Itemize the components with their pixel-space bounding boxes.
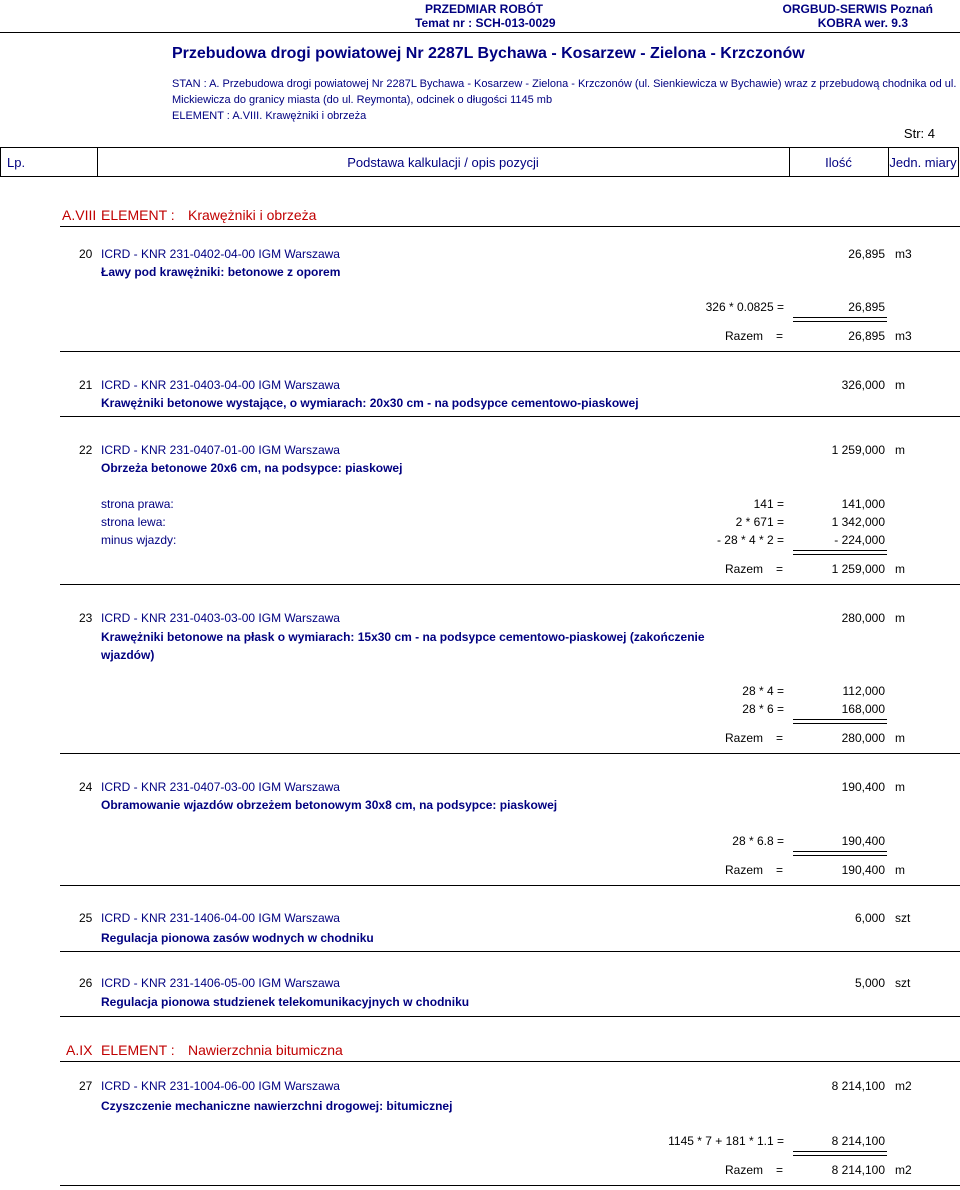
calc-expr: 28 * 6.8 = (732, 834, 784, 848)
item-unit: m (895, 780, 905, 794)
col-unit: Jedn. miary (889, 155, 957, 170)
calc-value: 168,000 (841, 702, 885, 716)
total-value: 190,400 (841, 863, 885, 877)
item-qty: 8 214,100 (831, 1079, 885, 1093)
total-value: 26,895 (848, 329, 885, 343)
total-value: 280,000 (841, 731, 885, 745)
project-title: Przebudowa drogi powiatowej Nr 2287L Bychawa - Kosarzew - Zielona - Krzczonów (172, 45, 805, 62)
doc-type: PRZEDMIAR ROBÓT (425, 2, 543, 16)
calc-expr: 28 * 6 = (742, 702, 784, 716)
calc-value: 141,000 (841, 497, 885, 511)
item-lp: 25 (79, 911, 93, 925)
item-unit: m (895, 611, 905, 625)
col-basis: Podstawa kalkulacji / opis pozycji (347, 155, 539, 170)
calc-expr: 141 = (753, 497, 784, 511)
item-qty: 280,000 (841, 611, 885, 625)
item-qty: 1 259,000 (831, 443, 885, 457)
item-unit: m2 (895, 1079, 912, 1093)
item-qty: 190,400 (841, 780, 885, 794)
item-basis: ICRD - KNR 231-1406-04-00 IGM Warszawa (101, 911, 340, 925)
section-code: A.VIII (62, 207, 97, 223)
razem-label: Razem (725, 731, 764, 745)
item-lp: 24 (79, 780, 93, 794)
section-name: Nawierzchnia bitumiczna (188, 1042, 343, 1058)
calc-label: minus wjazdy: (101, 533, 177, 547)
item-unit: m3 (895, 247, 912, 261)
calc-value: 26,895 (848, 300, 885, 314)
item-lp: 27 (79, 1079, 93, 1093)
calc-value: 8 214,100 (831, 1134, 885, 1148)
topic-number: Temat nr : SCH-013-0029 (415, 16, 556, 30)
razem-eq: = (776, 329, 784, 343)
item-desc: Krawężniki betonowe na płask o wymiarach: 15x30 cm - na podsypce cementowo-piaskowej (zakończenie (101, 630, 705, 644)
item-basis: ICRD - KNR 231-1004-06-00 IGM Warszawa (101, 1079, 340, 1093)
razem-eq: = (776, 1163, 784, 1177)
item-qty: 6,000 (854, 911, 885, 925)
total-value: 1 259,000 (831, 562, 885, 576)
item-lp: 20 (79, 247, 93, 261)
section-label: ELEMENT : (101, 207, 175, 223)
company-name: ORGBUD-SERWIS Poznań (782, 2, 933, 16)
item-lp: 26 (79, 976, 93, 990)
total-unit: m (895, 863, 905, 877)
item-basis: ICRD - KNR 231-0407-01-00 IGM Warszawa (101, 443, 340, 457)
item-unit: m (895, 443, 905, 457)
stan-line-2: Mickiewicza do granicy miasta (do ul. Reymonta), odcinek o długości 1145 mb (172, 94, 553, 106)
section-name: Krawężniki i obrzeża (188, 207, 317, 223)
total-value: 8 214,100 (831, 1163, 885, 1177)
item-desc: wjazdów) (101, 648, 155, 662)
item-desc: Obramowanie wjazdów obrzeżem betonowym 30x8 cm, na podsypce: piaskowej (101, 798, 558, 812)
total-unit: m2 (895, 1163, 912, 1177)
item-unit: szt (895, 976, 911, 990)
calc-expr: 1145 * 7 + 181 * 1.1 = (668, 1134, 784, 1148)
calc-label: strona prawa: (101, 497, 174, 511)
total-unit: m (895, 562, 905, 576)
total-unit: m3 (895, 329, 912, 343)
item-qty: 326,000 (841, 378, 885, 392)
col-lp: Lp. (7, 155, 26, 170)
item-desc: Obrzeża betonowe 20x6 cm, na podsypce: piaskowej (101, 461, 403, 475)
item-lp: 21 (79, 378, 93, 392)
razem-label: Razem (725, 1163, 764, 1177)
item-basis: ICRD - KNR 231-0403-04-00 IGM Warszawa (101, 378, 340, 392)
item-unit: szt (895, 911, 911, 925)
item-lp: 22 (79, 443, 93, 457)
calc-value: 190,400 (841, 834, 885, 848)
software-version: KOBRA wer. 9.3 (817, 16, 908, 30)
razem-label: Razem (725, 562, 764, 576)
item-basis: ICRD - KNR 231-0407-03-00 IGM Warszawa (101, 780, 340, 794)
razem-eq: = (776, 731, 784, 745)
calc-label: strona lewa: (101, 515, 166, 529)
item-lp: 23 (79, 611, 93, 625)
item-desc: Ławy pod krawężniki: betonowe z oporem (101, 265, 341, 279)
razem-eq: = (776, 863, 784, 877)
col-qty: Ilość (825, 155, 852, 170)
calc-value: 1 342,000 (831, 515, 885, 529)
razem-label: Razem (725, 863, 764, 877)
item-basis: ICRD - KNR 231-0402-04-00 IGM Warszawa (101, 247, 340, 261)
item-qty: 5,000 (854, 976, 885, 990)
total-unit: m (895, 731, 905, 745)
item-qty: 26,895 (848, 247, 885, 261)
razem-label: Razem (725, 329, 764, 343)
page-number: Str: 4 (903, 126, 935, 141)
element-line: ELEMENT : A.VIII. Krawężniki i obrzeża (172, 110, 367, 122)
calc-expr: 2 * 671 = (735, 515, 784, 529)
item-desc: Regulacja pionowa zasów wodnych w chodniku (101, 931, 374, 945)
item-desc: Krawężniki betonowe wystające, o wymiarach: 20x30 cm - na podsypce cementowo-piaskowej (101, 396, 639, 410)
section-code: A.IX (66, 1042, 93, 1058)
stan-line-1: STAN : A. Przebudowa drogi powiatowej Nr 2287L Bychawa - Kosarzew - Zielona - Krzczonów (ul. Sienkiewicza w Bychawie) wraz z przebudową chodnika od ul. (172, 78, 957, 90)
razem-eq: = (776, 562, 784, 576)
calc-value: 112,000 (842, 684, 885, 698)
item-desc: Czyszczenie mechaniczne nawierzchni drogowej: bitumicznej (101, 1099, 453, 1113)
item-desc: Regulacja pionowa studzienek telekomunikacyjnych w chodniku (101, 995, 470, 1009)
column-header (0, 147, 959, 177)
item-basis: ICRD - KNR 231-1406-05-00 IGM Warszawa (101, 976, 340, 990)
calc-value: - 224,000 (834, 533, 885, 547)
calc-expr: 28 * 4 = (742, 684, 784, 698)
item-basis: ICRD - KNR 231-0403-03-00 IGM Warszawa (101, 611, 340, 625)
section-label: ELEMENT : (101, 1042, 175, 1058)
calc-expr: - 28 * 4 * 2 = (716, 533, 784, 547)
calc-expr: 326 * 0.0825 = (705, 300, 784, 314)
item-unit: m (895, 378, 905, 392)
